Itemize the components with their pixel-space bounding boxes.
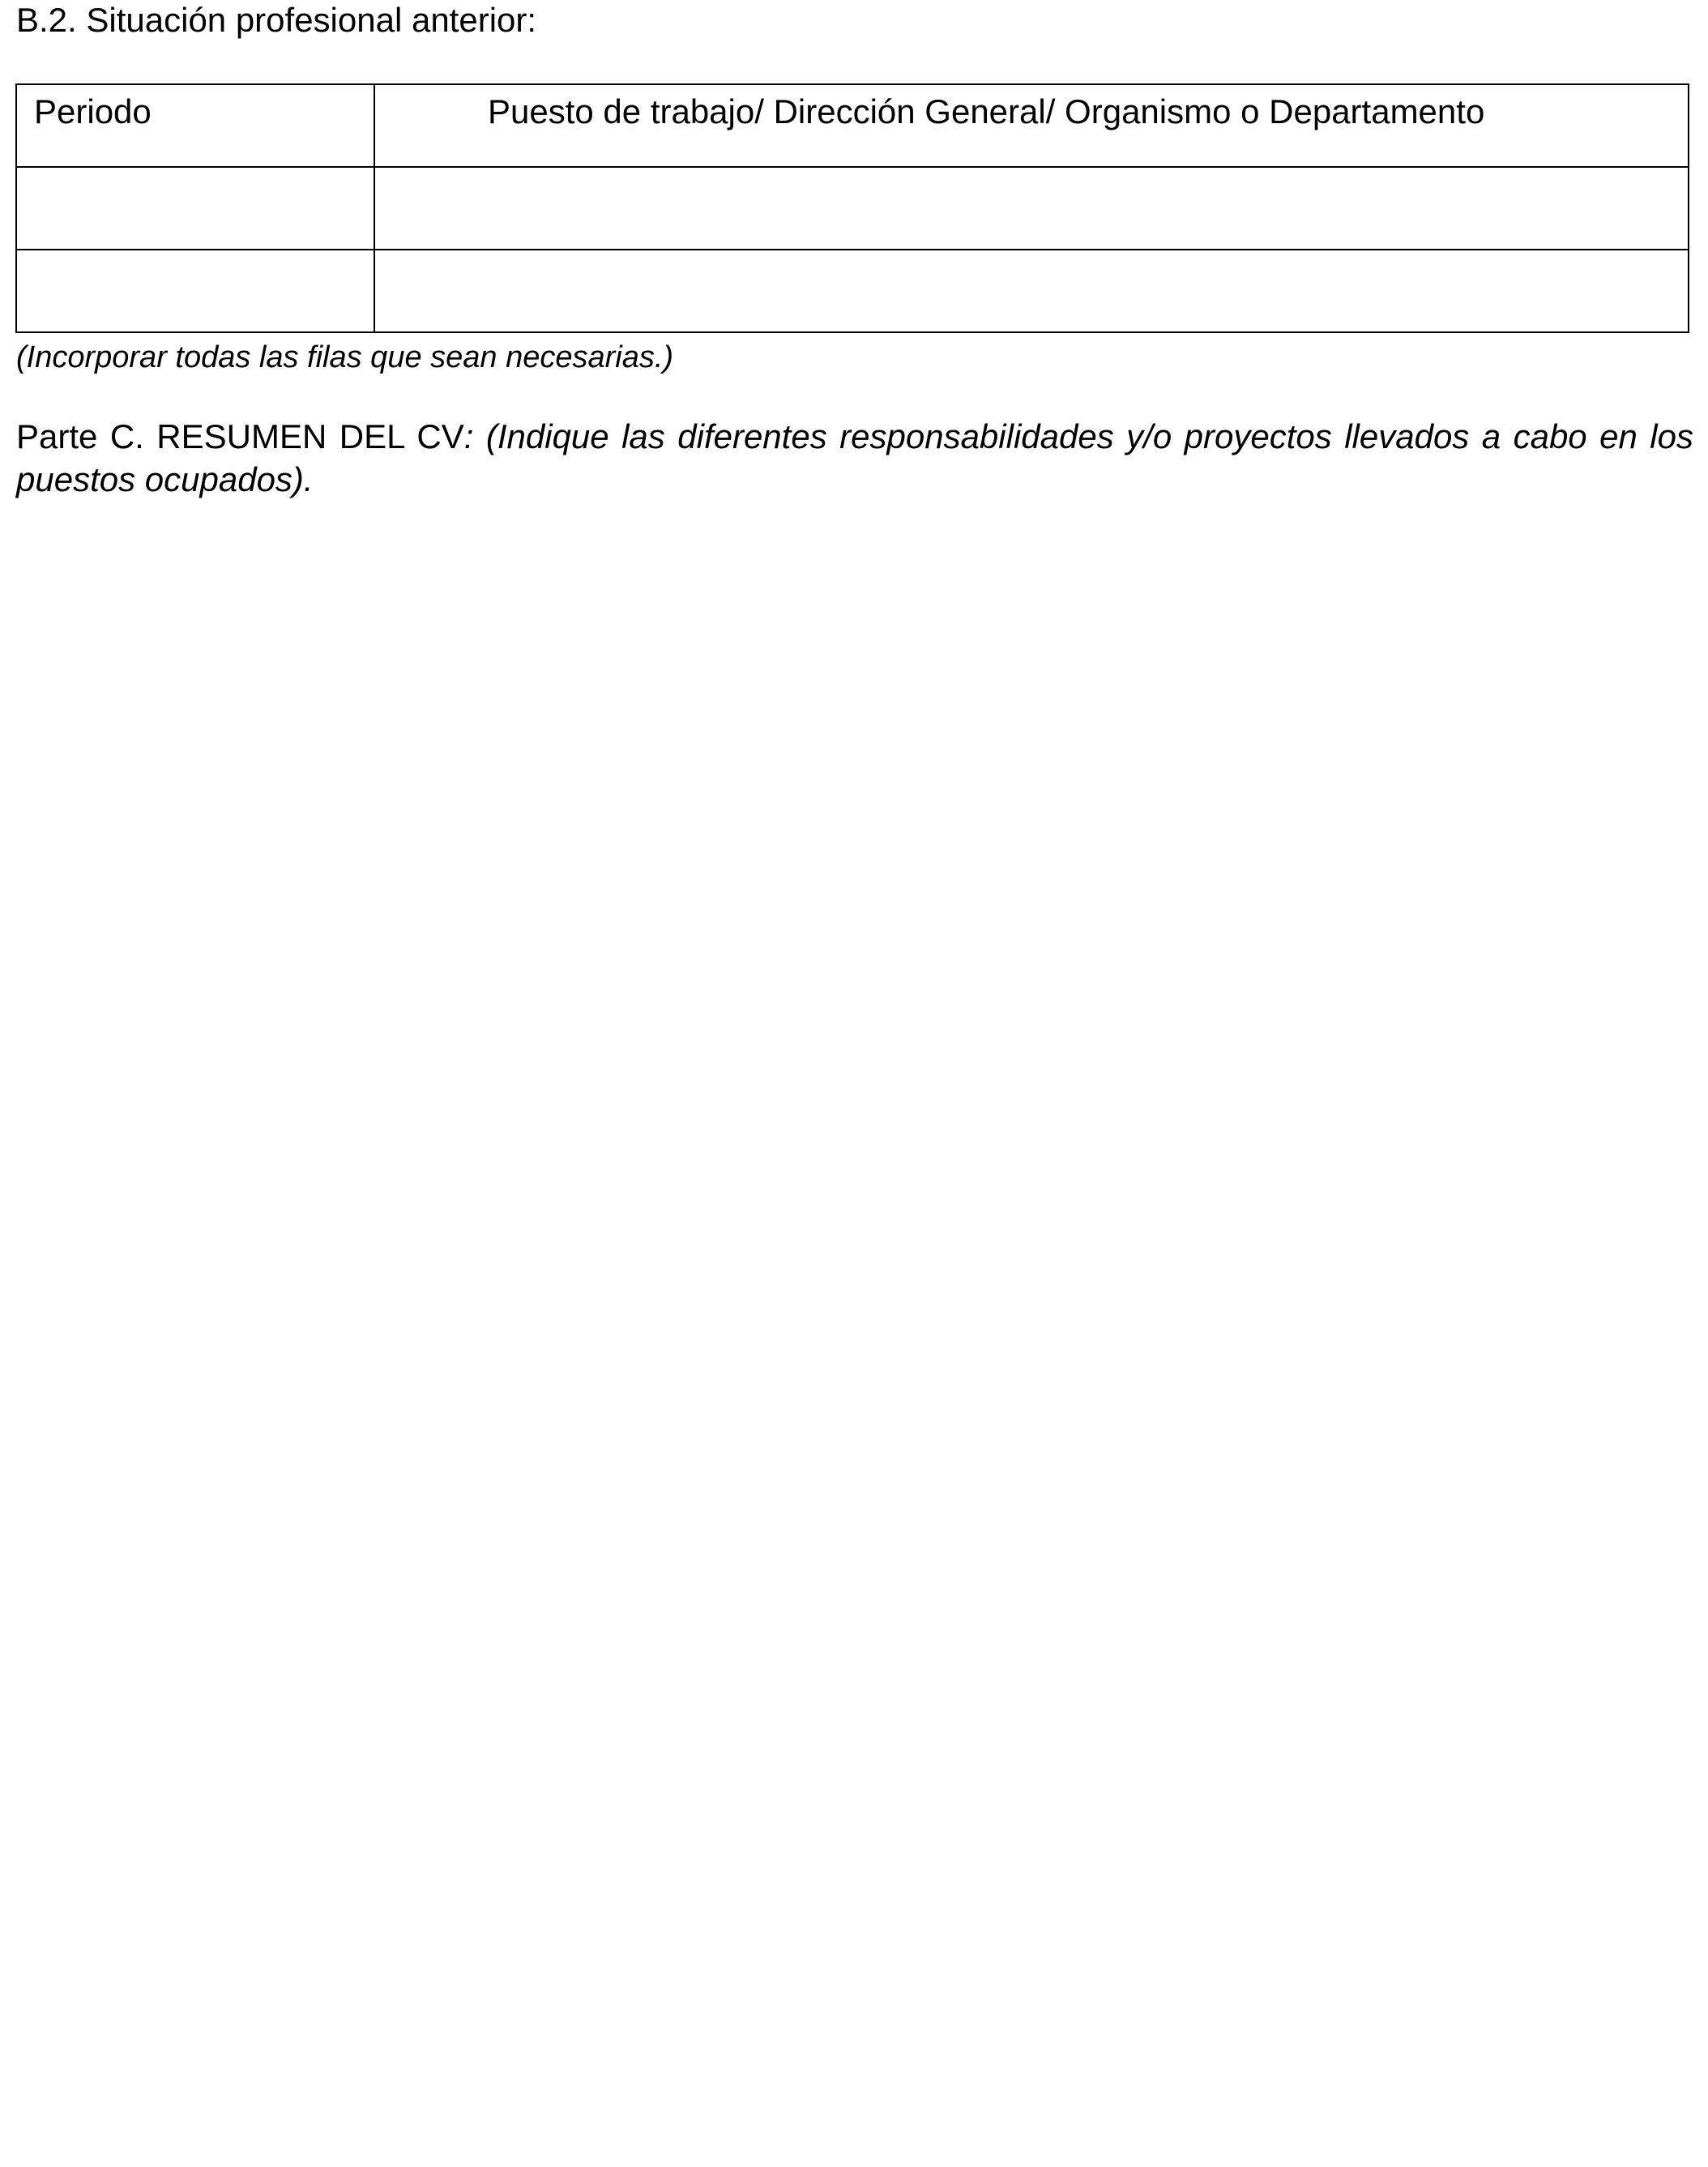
- cell-periodo[interactable]: [16, 250, 374, 332]
- table-row: [16, 167, 1689, 250]
- header-puesto: [374, 84, 1689, 167]
- part-c-summary: [16, 415, 1693, 501]
- cell-puesto[interactable]: [374, 250, 1689, 332]
- header-puesto-label: Puesto de trabajo/ Dirección General/ Organismo o Departamento: [488, 92, 1485, 130]
- cell-puesto[interactable]: [374, 167, 1689, 250]
- header-periodo: [16, 84, 374, 167]
- part-c-instructions: : (Indique las diferentes responsabilidades y/o proyectos llevados a cabo en los puestos ocupados).: [16, 417, 1693, 498]
- table-row: [16, 250, 1689, 332]
- add-rows-note: (Incorporar todas las filas que sean necesarias.): [16, 340, 674, 374]
- table-header-row: [16, 84, 1689, 167]
- part-c-heading: Parte C. RESUMEN DEL CV: [16, 417, 464, 455]
- cell-periodo[interactable]: [16, 167, 374, 250]
- professional-history-table: [15, 83, 1689, 333]
- header-periodo-label: Periodo: [34, 92, 152, 130]
- section-b2-title: B.2. Situación profesional anterior:: [16, 1, 537, 39]
